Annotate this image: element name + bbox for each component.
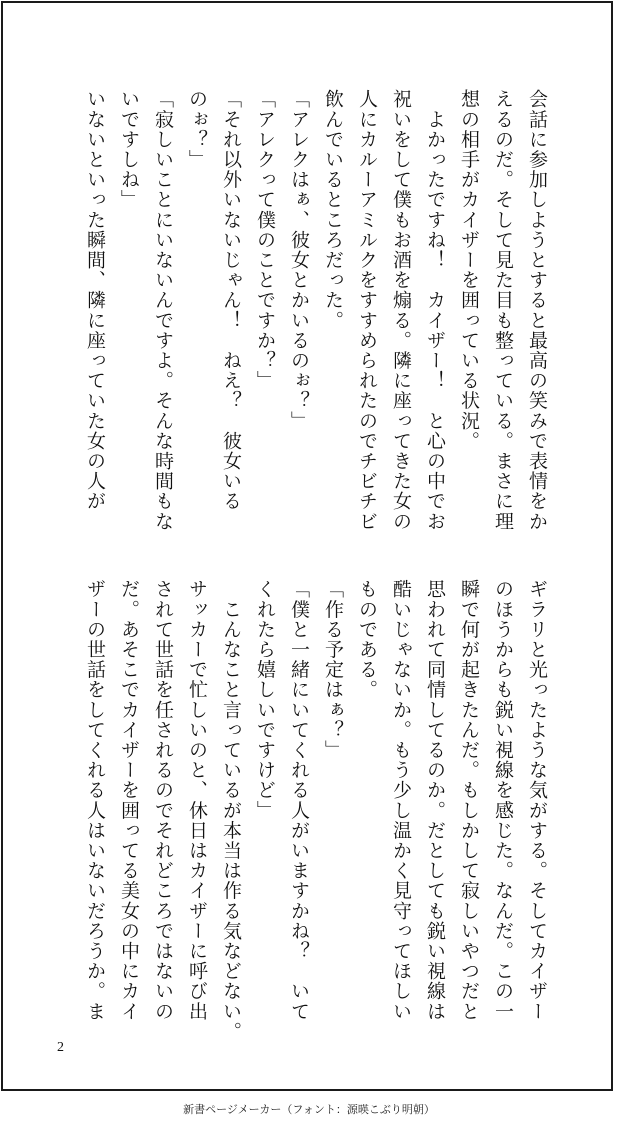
text-line: くれたら嬉しいですけど」 bbox=[254, 579, 276, 821]
text-line: 想の相手がカイザーを囲っている状況。 bbox=[458, 89, 480, 451]
text-line: 「僕と一緒にいてくれる人がいますかね？ いて bbox=[288, 579, 310, 1022]
text-line: ザーの世話をしてくれる人はいないだろうか。ま bbox=[84, 579, 106, 1022]
text-line: 「アレクって僕のことですか？」 bbox=[254, 89, 276, 391]
text-line: 瞬で何が起きたんだ。もしかして寂しいやつだと bbox=[458, 579, 480, 1022]
text-line: 酷いじゃないか。もう少し温かく見守ってほしい bbox=[390, 579, 412, 1022]
text-line: のほうからも鋭い視線を感じた。なんだ。この一 bbox=[492, 579, 514, 1022]
text-line: 人にカルーアミルクをすすめられたのでチビチビ bbox=[356, 89, 378, 532]
text-line: いないといった瞬間、隣に座っていた女の人が bbox=[84, 89, 106, 512]
text-line: こんなこと言っているが本当は作る気などない。 bbox=[220, 579, 242, 1042]
text-line: よかったですね！ カイザー！ と心の中でお bbox=[424, 89, 446, 532]
text-line: 会話に参加しようとすると最高の笑みで表情をか bbox=[526, 89, 548, 532]
text-line: えるのだ。そして見た目も整っている。まさに理 bbox=[492, 89, 514, 532]
text-line: 「作る予定はぁ？」 bbox=[322, 579, 344, 760]
text-line: 「寂しいことにいないんですよ。そんな時間もな bbox=[152, 89, 174, 532]
text-line: 「アレクはぁ、彼女とかいるのぉ？」 bbox=[288, 89, 310, 431]
text-line: 思われて同情してるのか。だとしても鋭い視線は bbox=[424, 579, 446, 1022]
text-line: だ。あそこでカイザーを囲ってる美女の中にカイ bbox=[118, 579, 140, 1022]
book-page bbox=[1, 1, 613, 1091]
page-number: 2 bbox=[57, 1040, 64, 1055]
text-line: 飲んでいるところだった。 bbox=[322, 89, 344, 331]
footer-credit: 新書ページメーカー（フォント：源暎こぶり明朝） bbox=[183, 1103, 435, 1116]
text-line: されて世話を任されるのでそれどころではないの bbox=[152, 579, 174, 1022]
text-line: ギラリと光ったような気がする。そしてカイザー bbox=[526, 579, 548, 1022]
text-block-bottom bbox=[78, 579, 554, 1042]
text-line: サッカーで忙しいのと、休日はカイザーに呼び出 bbox=[186, 579, 208, 1022]
text-line: いですしね」 bbox=[118, 89, 140, 210]
text-block-top bbox=[78, 89, 554, 532]
text-line: のぉ？」 bbox=[186, 89, 208, 170]
text-line: 「それ以外いないじゃん！ ねえ？ 彼女いる bbox=[220, 89, 242, 512]
text-line: ものである。 bbox=[356, 579, 378, 700]
text-line: 祝いをして僕もお酒を煽る。隣に座ってきた女の bbox=[390, 89, 412, 532]
